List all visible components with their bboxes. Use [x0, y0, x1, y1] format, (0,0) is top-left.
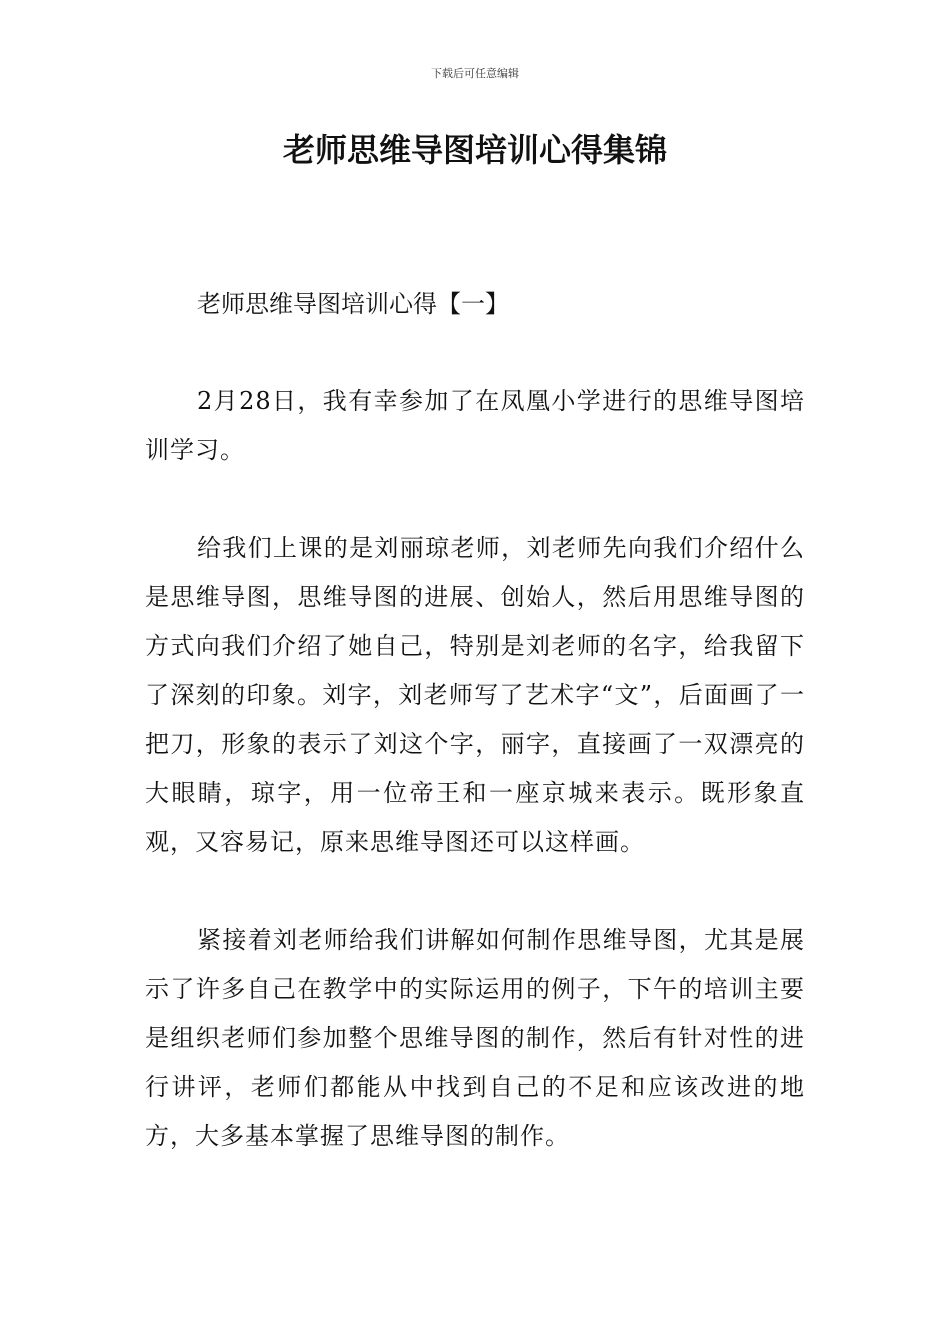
section-heading: 老师思维导图培训心得【一】 — [197, 290, 509, 318]
document-body — [145, 280, 805, 1161]
paragraph-3: 紧接着刘老师给我们讲解如何制作思维导图，尤其是展示了许多自己在教学中的实际运用的例子，下午的培训主要是组织老师们参加整个思维导图的制作，然后有针对性的进行讲评，老师们都能从中找到自己的不足和应该改进的地方，大多基本掌握了思维导图的制作。 — [145, 926, 805, 1150]
header-note: 下载后可任意编辑 — [431, 67, 519, 80]
paragraph-1: 2月28日，我有幸参加了在凤凰小学进行的思维导图培训学习。 — [145, 387, 805, 464]
document-title: 老师思维导图培训心得集锦 — [282, 131, 667, 169]
paragraph-2: 给我们上课的是刘丽琼老师，刘老师先向我们介绍什么是思维导图，思维导图的进展、创始人，然后用思维导图的方式向我们介绍了她自己，特别是刘老师的名字，给我留下了深刻的印象。刘字，刘老师写了艺术字“文”，后面画了一把刀，形象的表示了刘这个字，丽字，直接画了一双漂亮的大眼睛，琼字，用一位帝王和一座京城来表示。既形象直观，又容易记，原来思维导图还可以这样画。 — [145, 534, 805, 856]
